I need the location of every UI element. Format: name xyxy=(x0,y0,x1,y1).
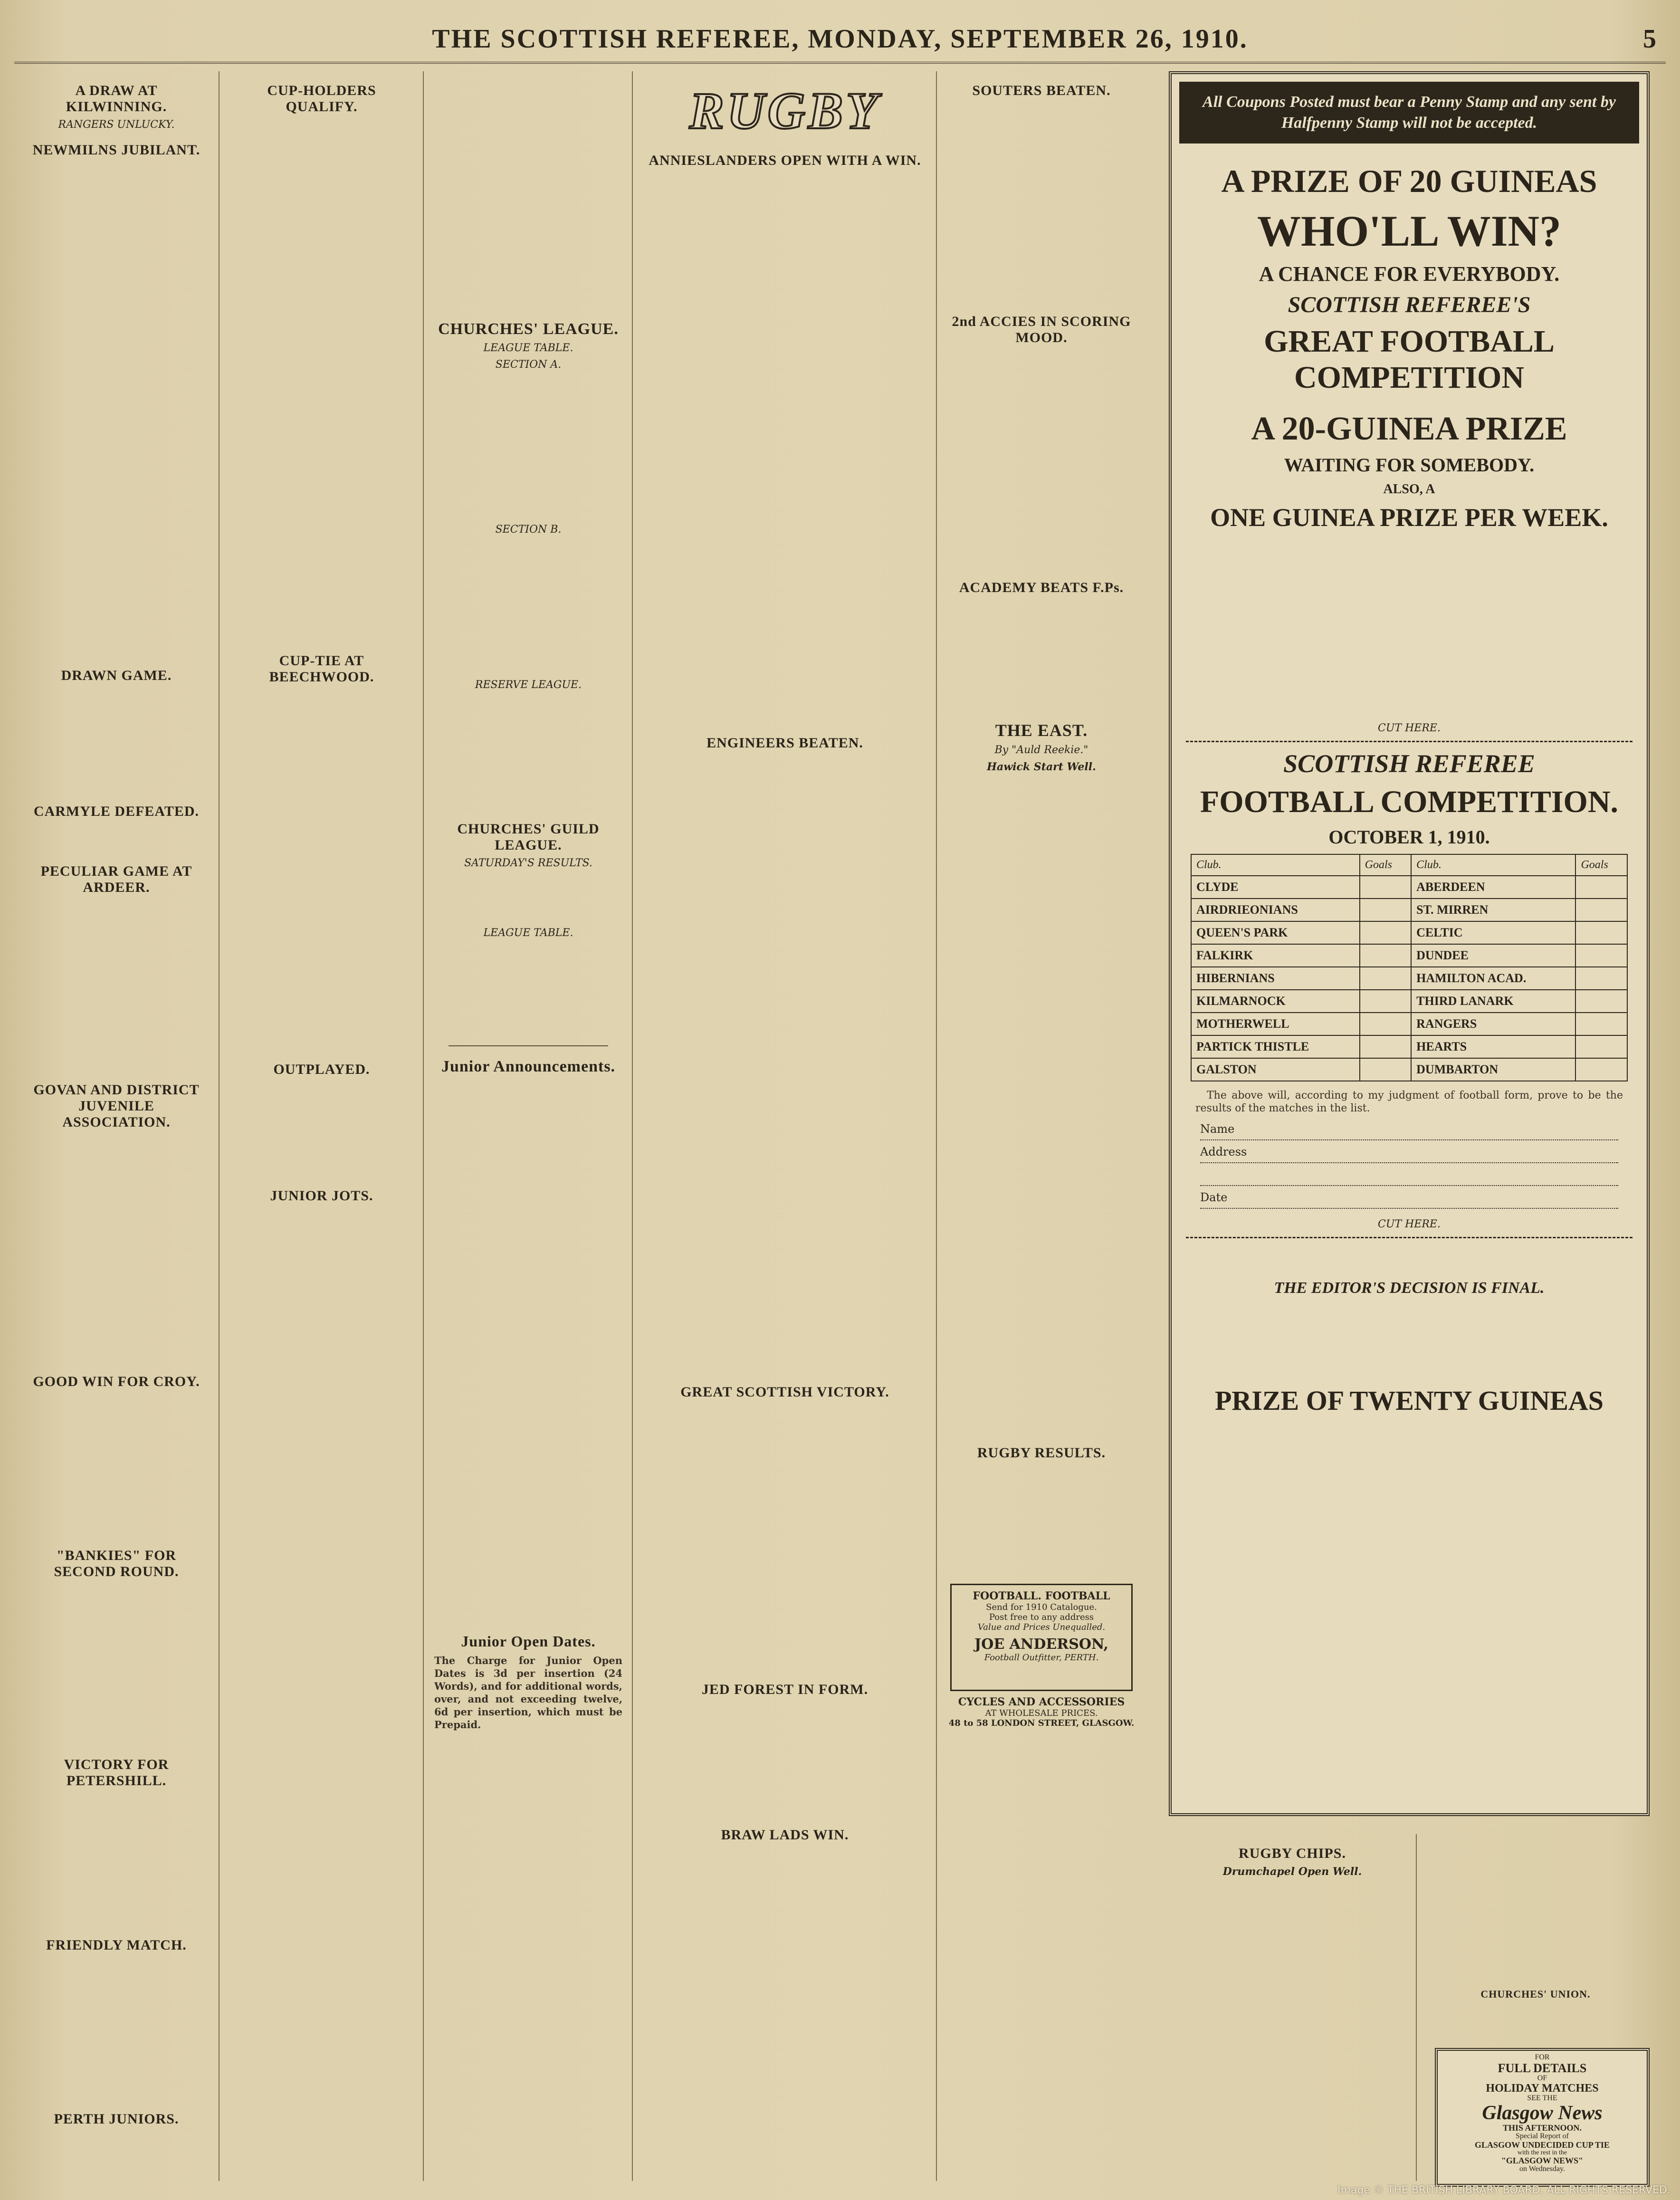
address-field-2[interactable] xyxy=(1200,1168,1618,1186)
ad-title: CYCLES AND ACCESSORIES xyxy=(958,1696,1125,1708)
away-goals-cell[interactable] xyxy=(1575,876,1627,899)
home-club: FALKIRK xyxy=(1191,944,1360,967)
results-list xyxy=(947,1465,1136,1579)
date-label: Date xyxy=(1200,1191,1228,1204)
cut-here: CUT HERE. xyxy=(1378,722,1441,734)
ad-line: FOOTBALL. FOOTBALL xyxy=(973,1590,1110,1602)
subheadline: SECTION A. xyxy=(495,359,562,371)
cut-line xyxy=(1186,741,1632,742)
subheadline: Hawick Start Well. xyxy=(987,761,1096,773)
article-body xyxy=(230,119,413,641)
column-2 xyxy=(219,71,424,2181)
article-body xyxy=(25,1793,208,1926)
headline: JED FOREST IN FORM. xyxy=(701,1682,869,1697)
table-row xyxy=(1191,876,1627,899)
subheadline: RANGERS UNLUCKY. xyxy=(58,119,175,131)
col-club: Club. xyxy=(1411,854,1575,876)
league-table xyxy=(434,944,622,1039)
waiting-line: WAITING FOR SOMEBODY. xyxy=(1284,454,1535,476)
ad-line: Special Report of xyxy=(1516,2132,1569,2140)
article-body xyxy=(25,1134,208,1362)
home-club: HIBERNIANS xyxy=(1191,967,1360,990)
prize-headline: A PRIZE OF 20 GUINEAS xyxy=(1221,163,1597,199)
rules-text xyxy=(1195,1245,1623,1273)
article-body xyxy=(25,2131,208,2181)
away-goals-cell[interactable] xyxy=(1575,1058,1627,1081)
article-body xyxy=(25,899,208,1071)
column-7 xyxy=(1169,1834,1416,2181)
ad-line: OF xyxy=(1537,2074,1547,2083)
home-club: KILMARNOCK xyxy=(1191,990,1360,1013)
headline: THE EAST. xyxy=(995,721,1088,740)
who-headline: WHO'LL WIN? xyxy=(1257,207,1561,255)
article-body xyxy=(230,1081,413,1177)
headline: CHURCHES' GUILD LEAGUE. xyxy=(457,821,600,853)
table-row xyxy=(1191,1013,1627,1035)
declaration: The above will, according to my judgment of football form, prove to be the results of the matches in the list. xyxy=(1195,1090,1623,1114)
headline: ANNIESLANDERS OPEN WITH A WIN. xyxy=(649,153,921,168)
headline: CARMYLE DEFEATED. xyxy=(33,803,200,819)
open-dates-list xyxy=(434,1736,622,2163)
date-field[interactable] xyxy=(1200,1191,1618,1209)
subheadline: LEAGUE TABLE. xyxy=(483,342,573,354)
coupon-date: OCTOBER 1, 1910. xyxy=(1328,826,1490,848)
table-header-row xyxy=(1191,854,1627,876)
article-body xyxy=(643,172,926,724)
ad-line: 48 to 58 LONDON STREET, GLASGOW. xyxy=(948,1718,1135,1728)
coupon-subtitle: FOOTBALL COMPETITION. xyxy=(1200,784,1619,819)
headline: NEWMILNS JUBILANT. xyxy=(32,142,200,158)
away-club: THIRD LANARK xyxy=(1411,990,1575,1013)
subheadline: SECTION B. xyxy=(495,524,562,536)
headline: BRAW LADS WIN. xyxy=(721,1827,849,1843)
paper-name: SCOTTISH REFEREE'S xyxy=(1288,292,1531,317)
ad-line: Value and Prices Unequalled. xyxy=(977,1622,1106,1632)
home-goals-cell[interactable] xyxy=(1360,1035,1412,1058)
glasgow-news-logo: Glasgow News xyxy=(1482,2102,1603,2124)
ad-line: with the rest in the xyxy=(1517,2149,1567,2156)
col-club: Club. xyxy=(1191,854,1360,876)
home-goals-cell[interactable] xyxy=(1360,944,1412,967)
competition-ad xyxy=(1169,71,1650,1816)
address-label: Address xyxy=(1200,1145,1247,1158)
subheadline: SATURDAY'S RESULTS. xyxy=(464,857,592,869)
address-field[interactable] xyxy=(1200,1145,1618,1163)
chance-headline: A CHANCE FOR EVERYBODY. xyxy=(1259,262,1560,286)
ad-line: GLASGOW UNDECIDED CUP TIE xyxy=(1475,2140,1610,2150)
ad-line: FULL DETAILS xyxy=(1498,2061,1587,2075)
ad-line: HOLIDAY MATCHES xyxy=(1486,2082,1599,2095)
headline: SOUTERS BEATEN. xyxy=(972,83,1111,98)
ad-line: Post free to any address xyxy=(989,1612,1094,1622)
stamp-notice: All Coupons Posted must bear a Penny Stamp and any sent by Halfpenny Stamp will not be accepted. xyxy=(1179,82,1639,143)
table-row xyxy=(1191,967,1627,990)
headline: CHURCHES' LEAGUE. xyxy=(438,320,619,338)
away-goals-cell[interactable] xyxy=(1575,944,1627,967)
away-goals-cell[interactable] xyxy=(1575,921,1627,944)
league-table xyxy=(434,375,622,518)
glasgow-news-ad xyxy=(1435,2048,1650,2187)
editor-decision: THE EDITOR'S DECISION IS FINAL. xyxy=(1274,1279,1545,1297)
anderson-ad xyxy=(950,1584,1133,1691)
home-club: CLYDE xyxy=(1191,876,1360,899)
announcements xyxy=(434,1080,622,1621)
headline: GOVAN AND DISTRICT JUVENILE ASSOCIATION. xyxy=(33,1082,200,1130)
home-club: PARTICK THISTLE xyxy=(1191,1035,1360,1058)
article-body xyxy=(1179,1883,1405,2168)
image-credit: Image © THE BRITISH LIBRARY BOARD. ALL RIGHTS RESERVED. xyxy=(1337,2184,1670,2196)
away-club: CELTIC xyxy=(1411,921,1575,944)
league-table xyxy=(434,696,622,810)
home-club: GALSTON xyxy=(1191,1058,1360,1081)
home-club: MOTHERWELL xyxy=(1191,1013,1360,1035)
away-goals-cell[interactable] xyxy=(1575,1013,1627,1035)
table-row xyxy=(1191,1058,1627,1081)
headline: GOOD WIN FOR CROY. xyxy=(33,1374,200,1389)
headline: CUP-HOLDERS QUALIFY. xyxy=(267,83,376,115)
headline: 2nd ACCIES IN SCORING MOOD. xyxy=(952,314,1131,345)
home-club: QUEEN'S PARK xyxy=(1191,921,1360,944)
headline: GREAT SCOTTISH VICTORY. xyxy=(680,1384,889,1400)
article-body xyxy=(25,823,208,852)
table-row xyxy=(1191,990,1627,1013)
ad-line: on Wednesday. xyxy=(1519,2165,1565,2173)
headline: Junior Open Dates. xyxy=(461,1633,596,1650)
article-body xyxy=(230,1208,413,2181)
article-body xyxy=(434,71,622,309)
ad-line: AT WHOLESALE PRICES. xyxy=(985,1708,1098,1718)
away-goals-cell[interactable] xyxy=(1575,1035,1627,1058)
headline: DRAWN GAME. xyxy=(61,668,172,683)
article-body xyxy=(643,1702,926,1816)
rugby-logo: RUGBY xyxy=(689,82,881,140)
article-body xyxy=(947,778,1136,1434)
article-body xyxy=(25,1957,208,2100)
home-club: AIRDRIEONIANS xyxy=(1191,899,1360,921)
coupon-title: SCOTTISH REFEREE xyxy=(1283,749,1535,778)
away-club: DUMBARTON xyxy=(1411,1058,1575,1081)
column-4 xyxy=(632,71,937,2181)
headline: CHURCHES' UNION. xyxy=(1480,1988,1591,2000)
article-body xyxy=(25,1394,208,1536)
ad-name: JOE ANDERSON, xyxy=(974,1636,1108,1653)
article-body xyxy=(947,600,1136,709)
ad-line: Football Outfitter, PERTH. xyxy=(984,1653,1099,1663)
ad-line: SEE THE xyxy=(1527,2094,1557,2103)
table-row xyxy=(1191,921,1627,944)
subheadline: Drumchapel Open Well. xyxy=(1222,1865,1362,1878)
column-1 xyxy=(14,71,219,2181)
article-body xyxy=(230,689,413,1050)
home-goals-cell[interactable] xyxy=(1360,876,1412,899)
col-goals: Goals xyxy=(1575,854,1627,876)
ad-line: THIS AFTERNOON. xyxy=(1502,2123,1582,2133)
headline: ACADEMY BEATS F.Ps. xyxy=(959,580,1124,595)
rules-text xyxy=(1195,1303,1623,1379)
article-body xyxy=(643,755,926,1373)
column-3 xyxy=(423,71,633,2181)
rules-text xyxy=(1195,542,1623,713)
open-dates-note: The Charge for Junior Open Dates is 3d per insertion (24 Words), and for additional words, over, and not exceeding twelve, 6d per insertion, which must be Prepaid. xyxy=(434,1655,622,1731)
table-row xyxy=(1191,1035,1627,1058)
byline: By "Auld Reekie." xyxy=(994,744,1088,756)
article-body xyxy=(947,103,1136,302)
away-goals-cell[interactable] xyxy=(1575,990,1627,1013)
home-goals-cell[interactable] xyxy=(1360,921,1412,944)
away-club: HAMILTON ACAD. xyxy=(1411,967,1575,990)
results-list xyxy=(434,874,622,921)
article-body xyxy=(643,1847,926,1990)
article-body xyxy=(25,162,208,656)
ad-line: "GLASGOW NEWS" xyxy=(1501,2156,1584,2166)
article-body xyxy=(25,688,208,792)
also-line: ALSO, A xyxy=(1383,482,1435,497)
masthead xyxy=(14,19,1666,64)
headline: Junior Announcements. xyxy=(441,1058,616,1075)
headline: CUP-TIE AT BEECHWOOD. xyxy=(269,653,374,685)
guinea-prize: A 20-GUINEA PRIZE xyxy=(1251,411,1567,447)
article-body xyxy=(643,1404,926,1670)
ad-line: Send for 1910 Catalogue. xyxy=(986,1602,1097,1612)
headline: JUNIOR JOTS. xyxy=(270,1188,373,1204)
article-body xyxy=(25,1584,208,1745)
divider xyxy=(449,1045,608,1046)
home-goals-cell[interactable] xyxy=(1360,899,1412,921)
away-club: ABERDEEN xyxy=(1411,876,1575,899)
headline: RUGBY CHIPS. xyxy=(1239,1846,1346,1861)
cut-here: CUT HERE. xyxy=(1378,1218,1441,1230)
article-body xyxy=(947,350,1136,568)
headline: FRIENDLY MATCH. xyxy=(46,1937,187,1953)
coupon-table xyxy=(1191,854,1628,1081)
subheadline: LEAGUE TABLE. xyxy=(483,927,573,939)
subheadline: RESERVE LEAGUE. xyxy=(475,679,582,691)
rules-text xyxy=(1195,1422,1623,1489)
name-label: Name xyxy=(1200,1122,1235,1136)
cut-line xyxy=(1186,1237,1632,1238)
headline: ENGINEERS BEATEN. xyxy=(706,735,863,751)
home-goals-cell[interactable] xyxy=(1360,1058,1412,1081)
article-body xyxy=(1427,2004,1644,2033)
away-goals-cell[interactable] xyxy=(1575,967,1627,990)
league-table xyxy=(434,540,622,673)
headline: "BANKIES" FOR SECOND ROUND. xyxy=(54,1548,179,1579)
weekly-prize: ONE GUINEA PRIZE PER WEEK. xyxy=(1210,503,1608,532)
name-field[interactable] xyxy=(1200,1122,1618,1140)
headline: PERTH JUNIORS. xyxy=(54,2111,179,2127)
masthead-title: THE SCOTTISH REFEREE, MONDAY, SEPTEMBER 26, 1910. xyxy=(432,24,1248,54)
cycles-ad xyxy=(947,1696,1136,1728)
ad-line: FOR xyxy=(1535,2053,1550,2061)
home-goals-cell[interactable] xyxy=(1360,1013,1412,1035)
column-5 xyxy=(936,71,1146,2181)
headline: PECULIAR GAME AT ARDEER. xyxy=(40,863,192,895)
twenty-guineas: PRIZE OF TWENTY GUINEAS xyxy=(1214,1385,1604,1416)
away-club: HEARTS xyxy=(1411,1035,1575,1058)
away-club: DUNDEE xyxy=(1411,944,1575,967)
page-number: 5 xyxy=(1643,24,1656,54)
competition-name: GREAT FOOTBALL COMPETITION xyxy=(1264,324,1555,395)
col-goals: Goals xyxy=(1360,854,1412,876)
headline: A DRAW AT KILWINNING. xyxy=(66,83,167,115)
headline: VICTORY FOR PETERSHILL. xyxy=(64,1757,169,1789)
home-goals-cell[interactable] xyxy=(1360,967,1412,990)
away-club: RANGERS xyxy=(1411,1013,1575,1035)
table-row xyxy=(1191,944,1627,967)
headline: RUGBY RESULTS. xyxy=(977,1445,1106,1461)
headline: OUTPLAYED. xyxy=(273,1062,370,1077)
away-goals-cell[interactable] xyxy=(1575,899,1627,921)
home-goals-cell[interactable] xyxy=(1360,990,1412,1013)
article-body xyxy=(1427,1834,1644,1977)
away-club: ST. MIRREN xyxy=(1411,899,1575,921)
table-row xyxy=(1191,899,1627,921)
